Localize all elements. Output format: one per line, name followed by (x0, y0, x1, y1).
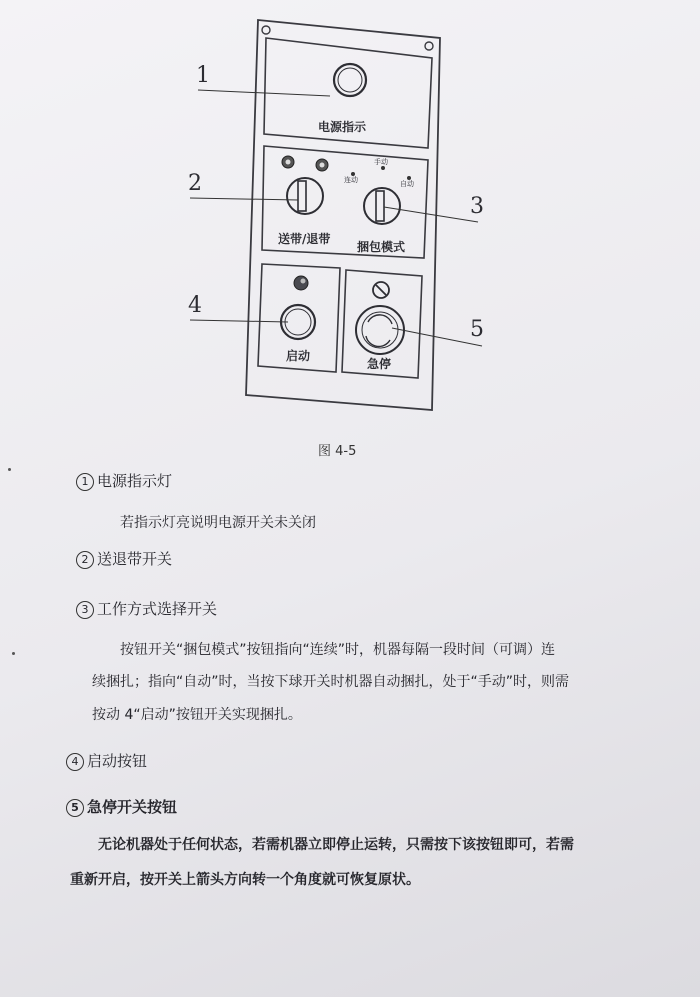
section-3-number-icon: 3 (76, 601, 94, 619)
section-2-heading: 2 送退带开关 (76, 548, 172, 569)
callout-4: 4 (188, 293, 202, 318)
section-1-heading: 1 电源指示灯 (76, 470, 172, 491)
callout-1: 1 (196, 63, 210, 88)
section-3-line-1: 按钮开关“捆包模式”按钮指向“连续”时，机器每隔一段时间（可调）连 (120, 642, 556, 658)
section-1-body: 若指示灯亮说明电源开关未关闭 (120, 515, 316, 531)
section-3-line-3: 按动 4“启动”按钮开关实现捆扎。 (92, 707, 302, 723)
callout-2: 2 (188, 171, 202, 196)
section-5-line-2: 重新开启，按开关上箭头方向转一个角度就可恢复原状。 (70, 872, 420, 888)
section-2-number-icon: 2 (76, 551, 94, 569)
feed-selector-knob (287, 178, 323, 214)
callout-5: 5 (470, 317, 484, 342)
mode-position-continuous: 连动 (344, 176, 358, 184)
figure-caption: 图 4-5 (318, 444, 357, 459)
mode-selector-knob (364, 188, 400, 224)
panel-screw-top-right (425, 42, 433, 50)
start-indicator-lamp (294, 276, 308, 290)
section-4-heading: 4 启动按钮 (66, 750, 147, 771)
start-label: 启动 (286, 349, 311, 363)
mode-position-auto: 自动 (400, 180, 414, 188)
power-label: 电源指示 (318, 120, 367, 134)
power-indicator-lamp (334, 64, 366, 96)
section-3-line-2: 续捆扎；指向“自动”时，当按下球开关时机器自动捆扎，处于“手动”时，则需 (92, 674, 570, 690)
section-4-number-icon: 4 (66, 753, 84, 771)
callout-3: 3 (470, 194, 484, 219)
mode-position-manual: 手动 (374, 158, 388, 166)
panel-screw-top-left (262, 26, 270, 34)
control-panel-figure (0, 0, 700, 470)
feed-label: 送带/退带 (278, 232, 331, 246)
section-5-heading: 5 急停开关按钮 (66, 796, 177, 817)
mode-label: 捆包模式 (357, 240, 406, 254)
estop-label: 急停 (367, 357, 392, 371)
section-5-line-1: 无论机器处于任何状态，若需机器立即停止运转，只需按下该按钮即可，若需 (98, 837, 574, 853)
section-3-heading: 3 工作方式选择开关 (76, 598, 217, 619)
section-5-number-icon: 5 (66, 799, 84, 817)
rotate-arrow-icon (368, 315, 392, 324)
section-1-number-icon: 1 (76, 473, 94, 491)
